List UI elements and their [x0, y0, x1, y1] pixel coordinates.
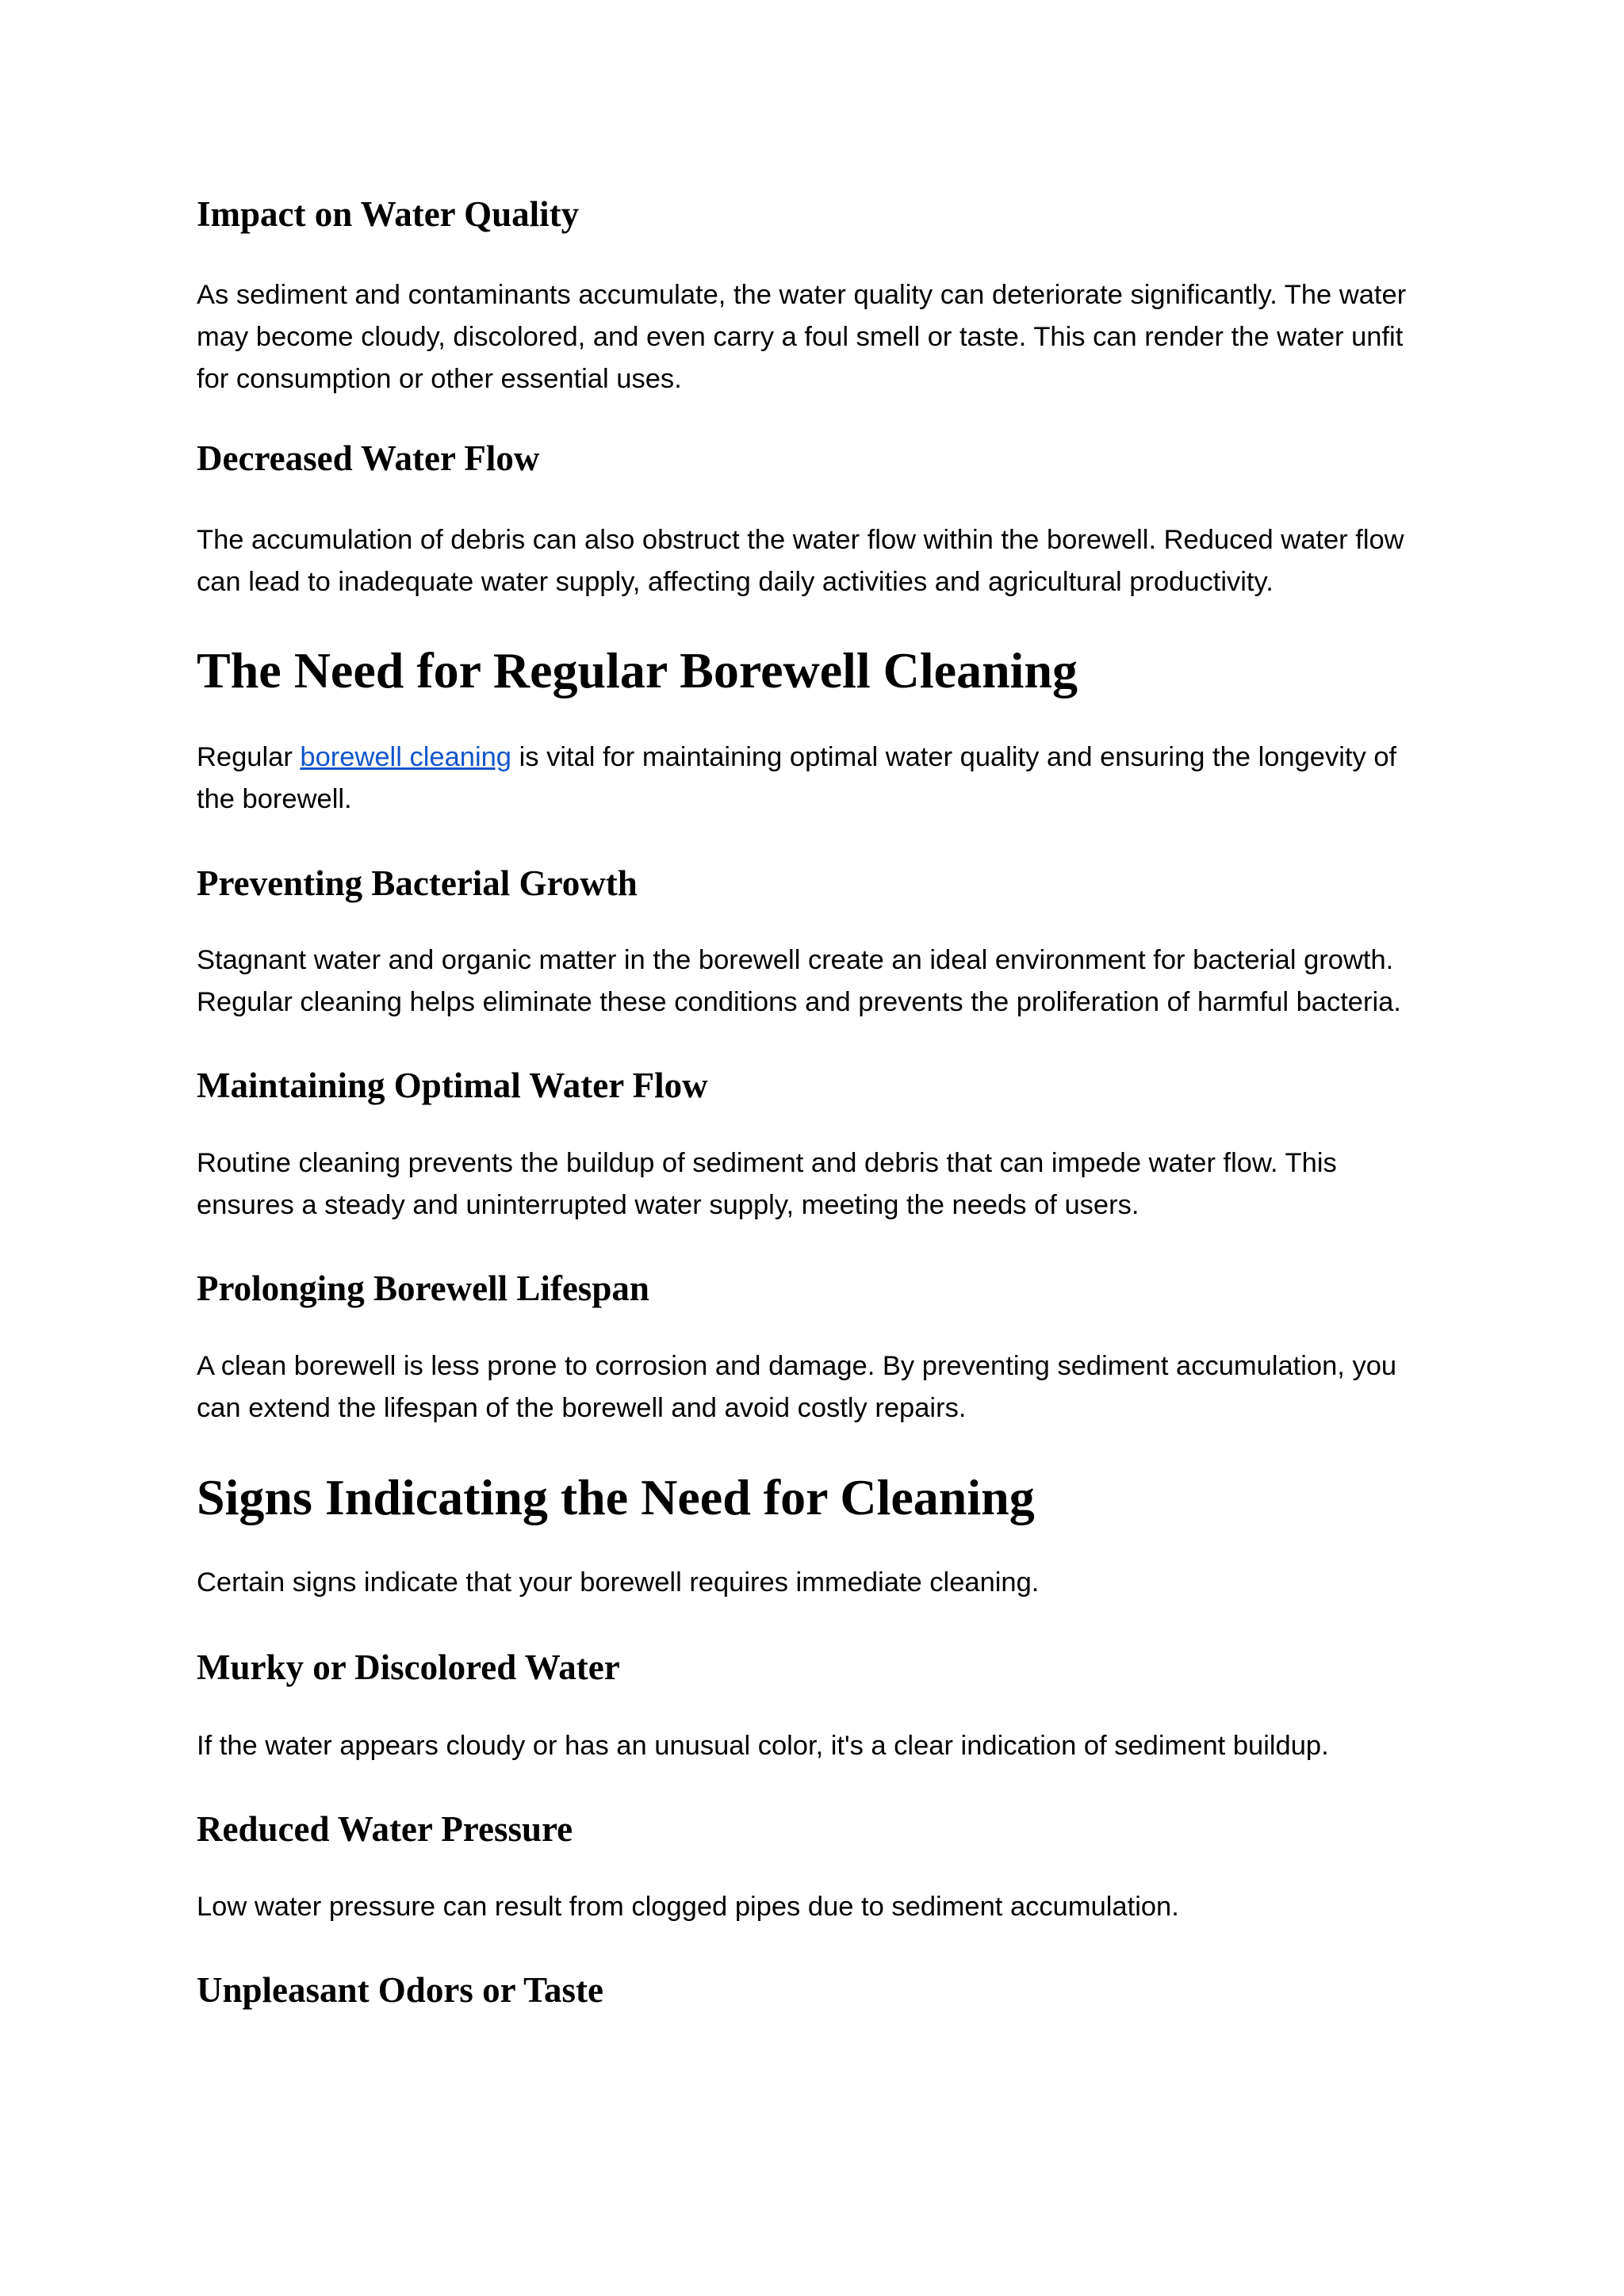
- paragraph-need: [197, 737, 1434, 821]
- heading-maintaining-optimal-water-flow: Maintaining Optimal Water Flow: [197, 1066, 708, 1105]
- paragraph-optimal: Routine cleaning prevents the buildup of sediment and debris that can impede water flow. This ensures a steady and uninterrupted water supply, meeting the needs of users.: [197, 1148, 1337, 1220]
- paragraph-impact: As sediment and contaminants accumulate, the water quality can deteriorate significantly. The water may become cloudy, discolored, and even carry a foul smell or taste. This can render the water unfit for consumption or other essential uses.: [197, 280, 1407, 394]
- need-text-before: Regular: [197, 742, 301, 772]
- heading-unpleasant-odors-taste: Unpleasant Odors or Taste: [197, 1970, 604, 2010]
- heading-reduced-water-pressure: Reduced Water Pressure: [197, 1809, 573, 1849]
- heading-prolonging-borewell-lifespan: Prolonging Borewell Lifespan: [197, 1269, 649, 1308]
- paragraph-bacteria: Stagnant water and organic matter in the borewell create an ideal environment for bacterial growth. Regular cleaning helps eliminate these conditions and prevents the proliferation of harmful bacteria.: [197, 945, 1401, 1017]
- heading-preventing-bacterial-growth: Preventing Bacterial Growth: [197, 863, 638, 903]
- paragraph-signs: Certain signs indicate that your borewell requires immediate cleaning.: [197, 1567, 1040, 1598]
- paragraph-lifespan: A clean borewell is less prone to corrosion and damage. By preventing sediment accumulation, you can extend the lifespan of the borewell and avoid costly repairs.: [197, 1351, 1397, 1423]
- need-text-after: is vital for maintaining optimal water quality and ensuring the longevity of the borewell.: [197, 742, 1397, 814]
- paragraph-flow: The accumulation of debris can also obstruct the water flow within the borewell. Reduced water flow can lead to inadequate water supply, affecting daily activities and agricultural productivity.: [197, 525, 1404, 597]
- heading-murky-discolored-water: Murky or Discolored Water: [197, 1647, 620, 1687]
- paragraph-murky: If the water appears cloudy or has an unusual color, it's a clear indication of sediment buildup.: [197, 1731, 1329, 1761]
- paragraph-pressure: Low water pressure can result from clogged pipes due to sediment accumulation.: [197, 1892, 1179, 1922]
- heading-decreased-water-flow: Decreased Water Flow: [197, 438, 540, 478]
- heading-signs-indicating-need: Signs Indicating the Need for Cleaning: [197, 1469, 1035, 1525]
- borewell-cleaning-link[interactable]: borewell cleaning: [300, 742, 511, 772]
- heading-need-for-regular-cleaning: The Need for Regular Borewell Cleaning: [197, 642, 1078, 698]
- heading-impact-on-water-quality: Impact on Water Quality: [197, 194, 580, 234]
